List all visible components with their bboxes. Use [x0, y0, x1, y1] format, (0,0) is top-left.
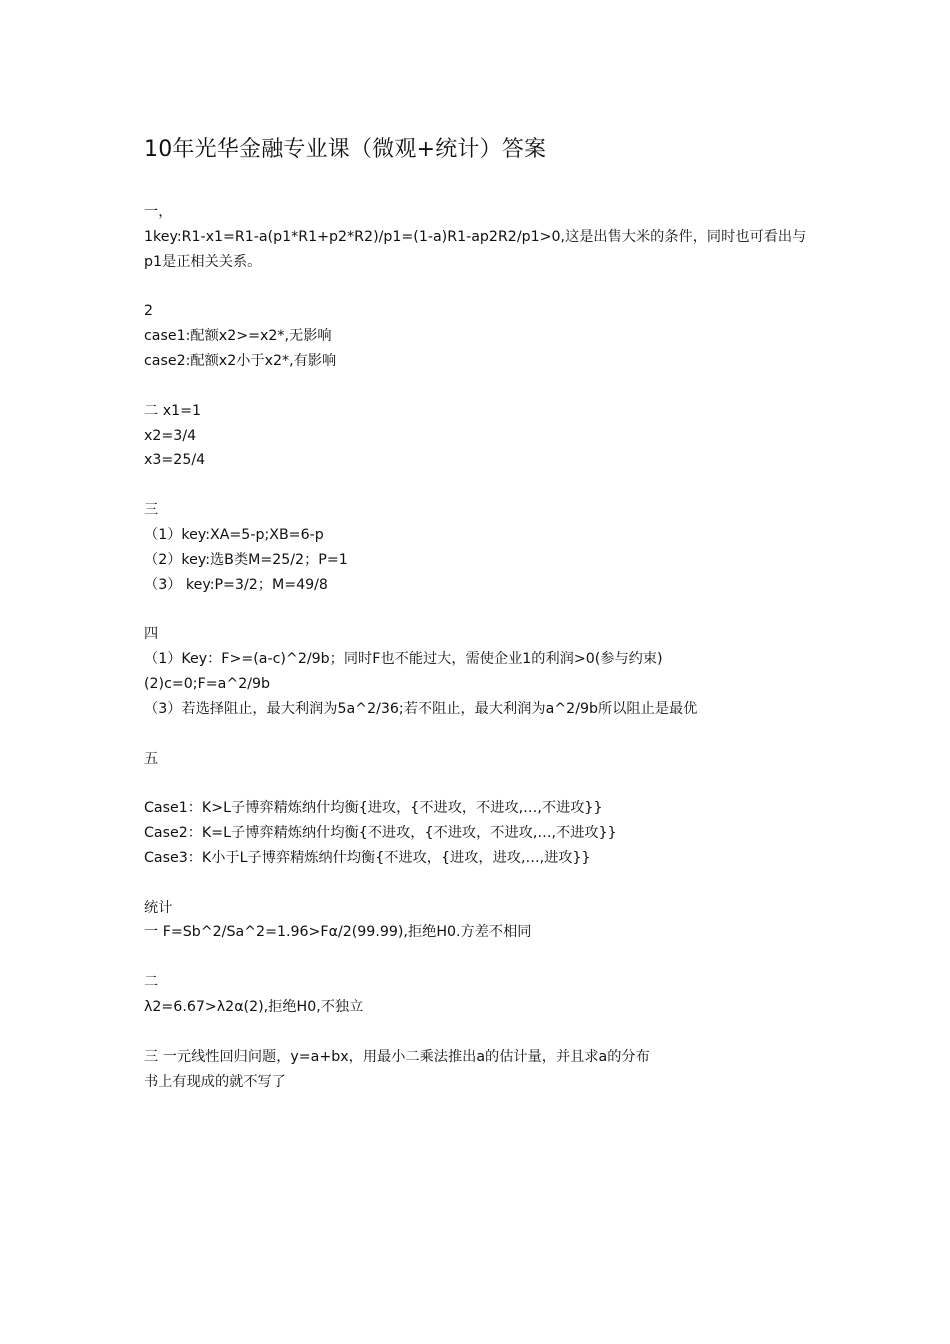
page-title: 10年光华金融专业课（微观+统计）答案 — [144, 137, 547, 162]
section-4-q1: （1）key:XA=5-p;XB=6-p — [144, 526, 324, 543]
stats-q3-note: 书上有现成的就不写了 — [144, 1073, 286, 1090]
section-2-heading: 2 — [144, 303, 154, 320]
section-5-q2: (2)c=0;F=a^2/9b — [144, 676, 271, 693]
spacer — [144, 473, 814, 498]
section-3-line2: x2=3/4 — [144, 427, 197, 444]
section-5-q1: （1）Key：F>=(a-c)^2/9b；同时F也不能过大，需使企业1的利润>0(参与约束) — [144, 651, 663, 668]
document-body — [144, 200, 814, 1094]
section-4-q3: （3） key:P=3/2；M=49/8 — [144, 576, 328, 593]
spacer — [144, 1020, 814, 1045]
stats-q2-heading: 二 — [144, 974, 159, 991]
section-6-case2: Case2：K=L子博弈精炼纳什均衡{不进攻，{不进攻，不进攻,…,不进攻}} — [144, 825, 617, 842]
section-3-line1: 二 x1=1 — [144, 402, 202, 419]
section-5-heading: 四 — [144, 626, 159, 643]
stats-q3: 三 一元线性回归问题，y=a+bx，用最小二乘法推出a的估计量，并且求a的分布 — [144, 1048, 650, 1065]
section-6-heading: 五 — [144, 750, 159, 767]
section-6-case1: Case1：K>L子博弈精炼纳什均衡{进攻，{不进攻，不进攻,…,不进攻}} — [144, 800, 603, 817]
spacer — [144, 374, 814, 399]
section-2-case1: case1:配额x2>=x2*,无影响 — [144, 328, 332, 345]
section-1-answer: 1key:R1-x1=R1-a(p1*R1+p2*R2)/p1=(1-a)R1-ap2R2/p1>0,这是出售大米的条件，同时也可看出与p1是正相关关系。 — [144, 228, 807, 270]
section-4-heading: 三 — [144, 502, 159, 519]
spacer — [144, 275, 814, 300]
section-1-heading: 一， — [144, 204, 173, 220]
section-3-line3: x3=25/4 — [144, 452, 206, 469]
stats-heading: 统计 — [144, 899, 173, 916]
stats-q2: λ2=6.67>λ2α(2),拒绝H0,不独立 — [144, 999, 364, 1015]
spacer — [144, 945, 814, 970]
stats-q1: 一 F=Sb^2/Sa^2=1.96>Fα/2(99.99),拒绝H0.方差不相同 — [144, 924, 532, 941]
spacer — [144, 598, 814, 623]
section-2-case2: case2:配额x2小于x2*,有影响 — [144, 353, 337, 370]
section-4-q2: （2）key:选B类M=25/2；P=1 — [144, 551, 348, 568]
spacer — [144, 871, 814, 896]
section-5-q3: （3）若选择阻止，最大利润为5a^2/36;若不阻止，最大利润为a^2/9b所以阻止是最优 — [144, 700, 698, 717]
spacer — [144, 771, 814, 796]
section-6-case3: Case3：K小于L子博弈精炼纳什均衡{不进攻，{进攻，进攻,…,进攻}} — [144, 849, 591, 866]
spacer — [144, 722, 814, 747]
